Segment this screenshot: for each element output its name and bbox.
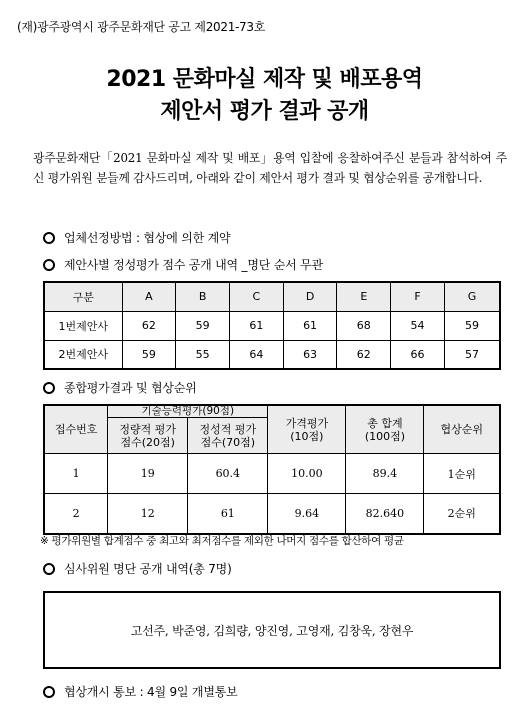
header-price-line1: 가격평가 [285, 416, 329, 430]
header-total [346, 405, 424, 454]
score-header-cell: B [176, 282, 230, 311]
section-method [43, 229, 230, 246]
table-cell: 89.4 [346, 454, 424, 494]
score-table-header-row [44, 282, 500, 311]
table-cell: 12 [108, 494, 188, 534]
table-cell: 1번제안사 [44, 311, 122, 340]
committee-names: 고선주, 박준영, 김희량, 양진영, 고영재, 김창욱, 장현우 [130, 623, 414, 638]
score-header-cell: E [337, 282, 391, 311]
section-by-proposal-text: 제안사별 정성평가 점수 공개 내역 _명단 순서 무관 [64, 258, 323, 272]
bullet-circle-icon [43, 686, 55, 698]
header-price-line2: (10점) [290, 429, 324, 443]
bullet-circle-icon [43, 382, 55, 394]
table-cell: 61 [283, 311, 337, 340]
header-total-line1: 총 합계 [367, 416, 403, 430]
page-title: 2021 문화마실 제작 및 배포용역 [106, 67, 423, 92]
table-row [44, 494, 500, 534]
table-cell: 59 [122, 340, 176, 369]
table-cell: 61 [229, 311, 283, 340]
table-cell: 55 [176, 340, 230, 369]
bullet-circle-icon [43, 563, 55, 575]
score-header-cell: F [391, 282, 445, 311]
table-cell: 64 [229, 340, 283, 369]
intro-paragraph: 광주문화재단「2021 문화마실 제작 및 배포」용역 입찰에 응찰하여주신 분들과 참석하여 주신 평가위원 분들께 감사드리며, 아래와 같이 제안서 평가 결과 및 협상순위를 공개합니다. [33, 151, 507, 185]
header-quant-line1: 정량적 평가 [119, 422, 177, 436]
section-negotiation-notice-text: 협상개시 통보 : 4월 9일 개별통보 [64, 685, 238, 699]
table-cell: 2순위 [424, 494, 500, 534]
table-cell: 1 [44, 454, 108, 494]
bullet-circle-icon [43, 259, 55, 271]
section-overall [43, 379, 197, 396]
table-cell: 2 [44, 494, 108, 534]
bullet-circle-icon [43, 232, 55, 244]
result-table [43, 404, 501, 535]
score-table [43, 281, 501, 370]
table-row [44, 340, 500, 369]
header-tech-eval: 기술능력평가(90점) [108, 405, 268, 418]
table-cell: 59 [176, 311, 230, 340]
header-quant-line2: 점수(20점) [120, 435, 175, 449]
table-row [44, 311, 500, 340]
page-subtitle: 제안서 평가 결과 공개 [160, 99, 369, 124]
table-cell: 60.4 [188, 454, 268, 494]
table-cell: 61 [188, 494, 268, 534]
header-rank: 협상순위 [424, 405, 500, 454]
table-cell: 62 [122, 311, 176, 340]
header-receipt-no: 접수번호 [44, 405, 108, 454]
committee-names-box [43, 591, 501, 669]
table-cell: 19 [108, 454, 188, 494]
score-header-cell: C [229, 282, 283, 311]
header-total-line2: (100점) [364, 429, 406, 443]
score-header-cell: 구분 [44, 282, 122, 311]
score-header-cell: G [444, 282, 500, 311]
header-qual-line1: 정성적 평가 [199, 422, 257, 436]
footnote: ※ 평가위원별 합계점수 중 최고와 최저점수를 제외한 나머지 점수를 합산하여 평균 [40, 535, 404, 547]
table-cell: 59 [444, 311, 500, 340]
score-header-cell: D [283, 282, 337, 311]
table-cell: 62 [337, 340, 391, 369]
table-cell: 2번제안사 [44, 340, 122, 369]
result-table-header-row [44, 405, 500, 418]
section-negotiation-notice [43, 683, 238, 700]
section-committee-text: 심사위원 명단 공개 내역(총 7명) [64, 562, 232, 576]
section-committee [43, 560, 232, 577]
section-by-proposal [43, 256, 323, 273]
header-price-eval [268, 405, 346, 454]
header-quant-eval [108, 418, 188, 454]
table-cell: 57 [444, 340, 500, 369]
header-qual-line2: 점수(70점) [200, 435, 256, 449]
table-cell: 9.64 [268, 494, 346, 534]
table-cell: 63 [283, 340, 337, 369]
section-method-text: 업체선정방법 : 협상에 의한 계약 [64, 231, 231, 245]
section-overall-text: 종합평가결과 및 협상순위 [64, 381, 197, 395]
announcement-number: (재)광주광역시 광주문화재단 공고 제2021-73호 [17, 20, 266, 34]
table-cell: 68 [337, 311, 391, 340]
table-row [44, 454, 500, 494]
header-qual-eval [188, 418, 268, 454]
table-cell: 1순위 [424, 454, 500, 494]
score-header-cell: A [122, 282, 176, 311]
table-cell: 66 [391, 340, 445, 369]
table-cell: 82.640 [346, 494, 424, 534]
table-cell: 54 [391, 311, 445, 340]
table-cell: 10.00 [268, 454, 346, 494]
